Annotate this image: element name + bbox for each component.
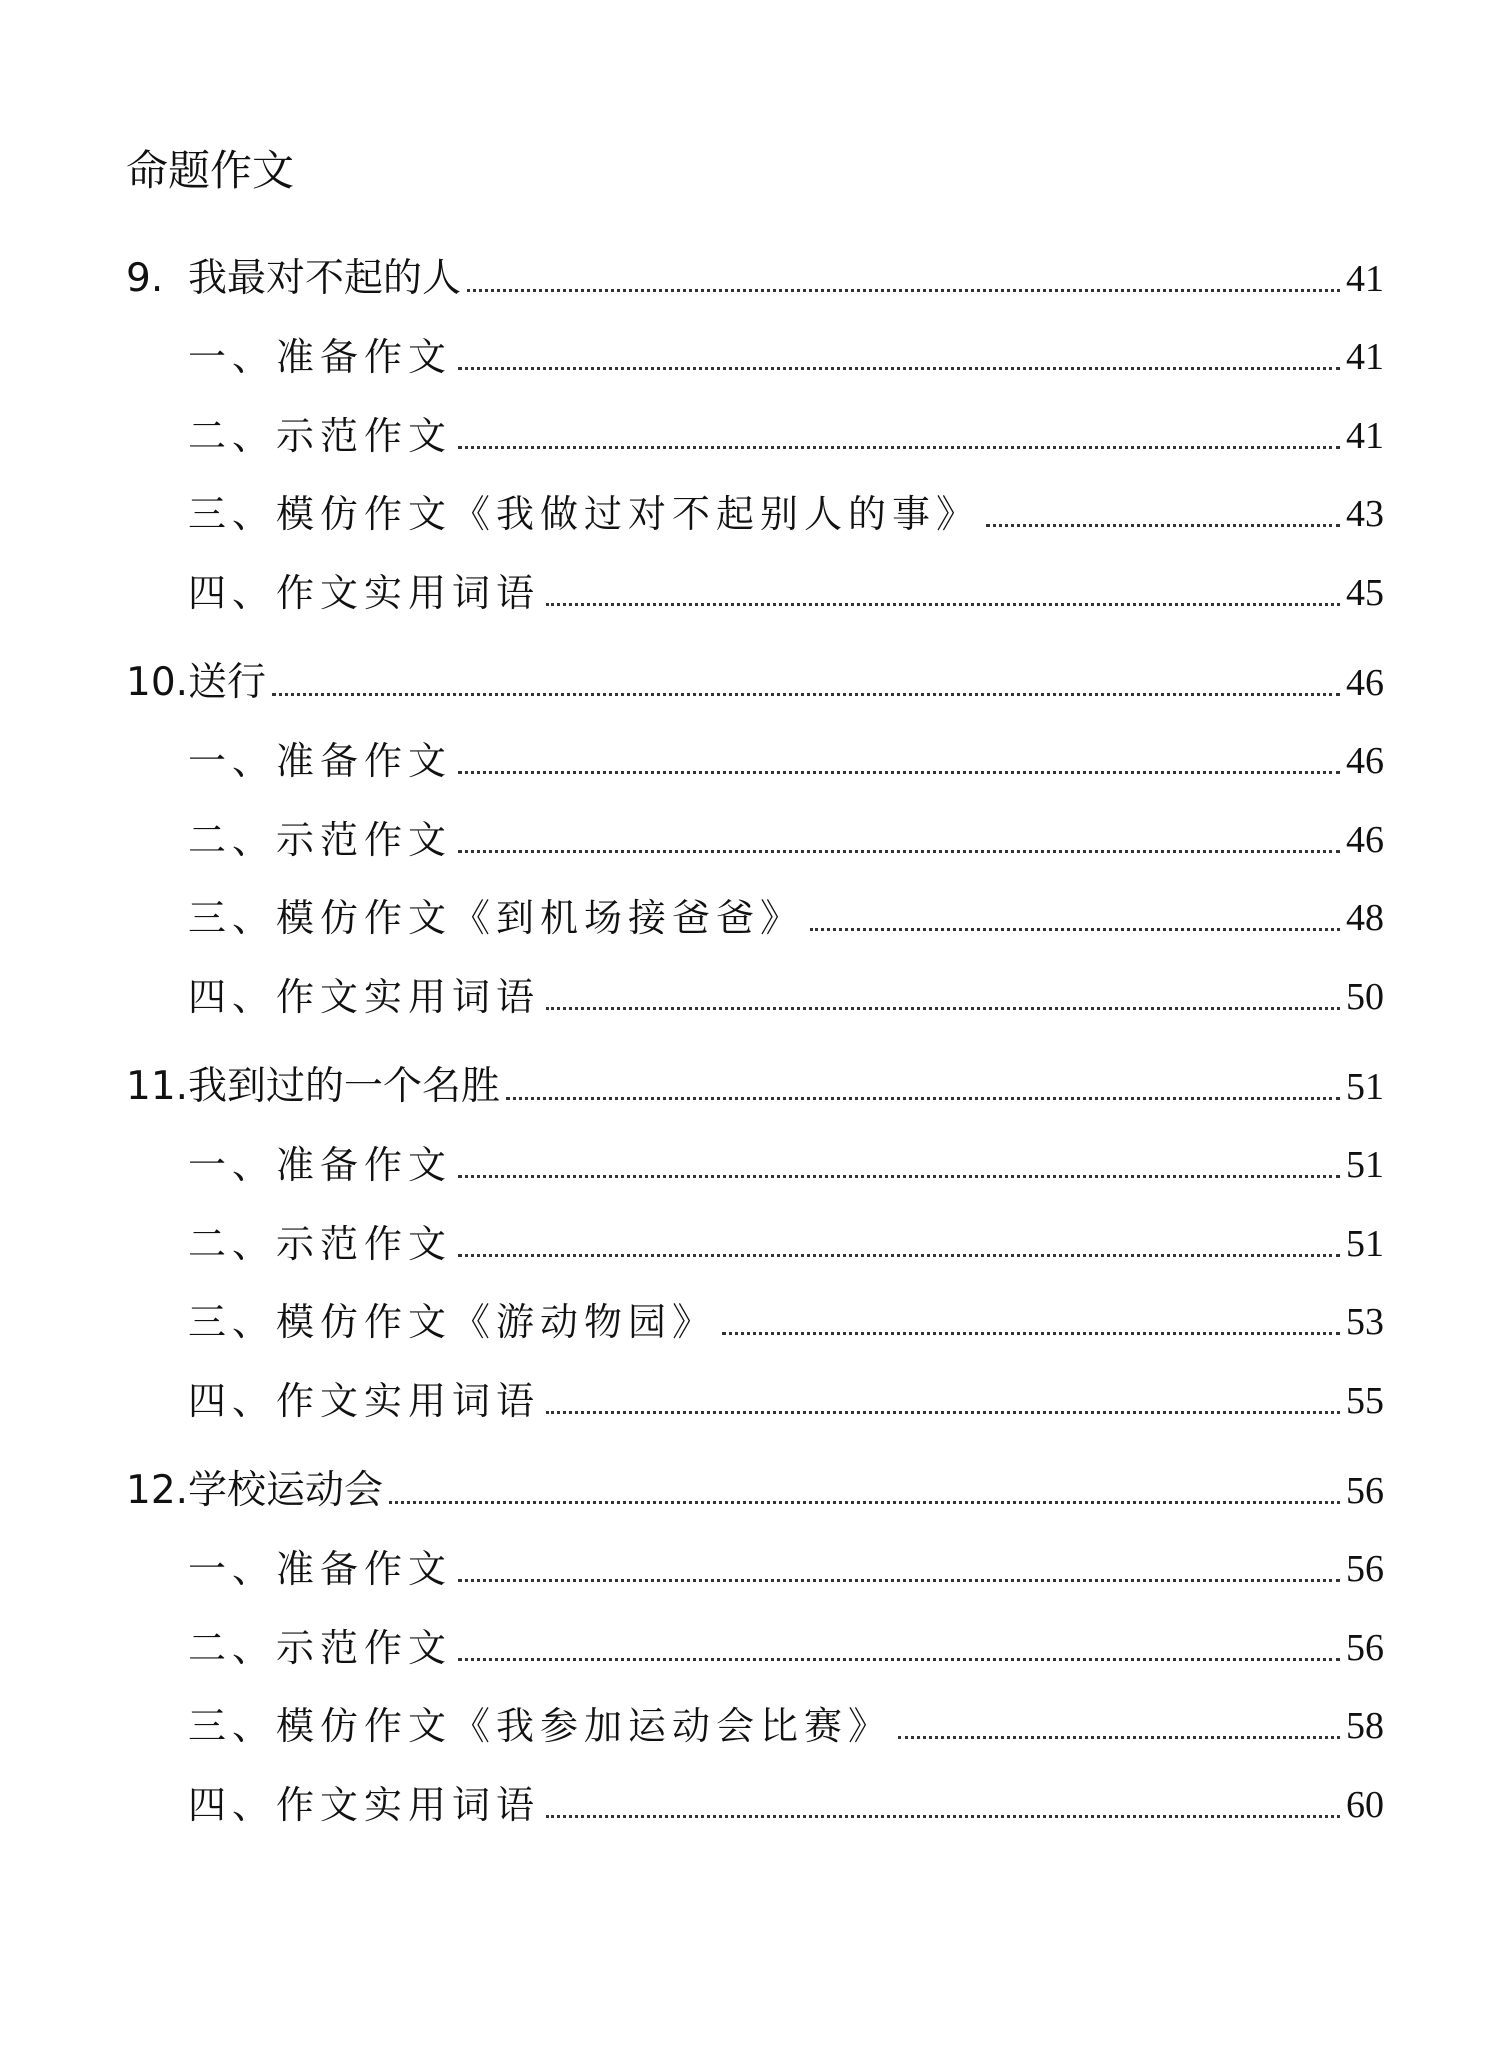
subsection-title: 三、模仿作文《我参加运动会比赛》 (188, 1704, 893, 1749)
toc-entry-subsection[interactable] (126, 1266, 1384, 1345)
toc-entry-subsection[interactable] (126, 1748, 1384, 1827)
subsection-title: 二、示范作文 (188, 413, 453, 458)
subsection-title: 三、模仿作文《游动物园》 (188, 1300, 717, 1345)
dot-leader (546, 1815, 1340, 1818)
page-number: 46 (1346, 661, 1384, 704)
subsection-title: 三、模仿作文《到机场接爸爸》 (188, 896, 805, 941)
page-number: 45 (1346, 571, 1384, 614)
subsection-title: 一、准备作文 (188, 739, 453, 784)
page-number: 56 (1346, 1548, 1384, 1591)
dot-leader (506, 1097, 1340, 1100)
page-number: 50 (1346, 975, 1384, 1018)
subsection-title: 四、作文实用词语 (188, 1378, 541, 1423)
page-title: 命题作文 (126, 146, 295, 195)
toc-entry-chapter[interactable] (126, 222, 1384, 301)
page-number: 48 (1346, 897, 1384, 940)
page-number: 55 (1346, 1379, 1384, 1422)
toc-entry-subsection[interactable] (126, 705, 1384, 784)
page-number: 46 (1346, 740, 1384, 783)
dot-leader (389, 1501, 1340, 1504)
chapter-number: 10. (126, 659, 189, 705)
chapter-title: 我最对不起的人 (188, 255, 462, 301)
page-number: 41 (1346, 257, 1384, 300)
subsection-title: 三、模仿作文《我做过对不起别人的事》 (188, 492, 981, 537)
subsection-title: 二、示范作文 (188, 817, 453, 862)
dot-leader (722, 1332, 1340, 1335)
dot-leader (986, 524, 1340, 527)
toc-entry-subsection[interactable] (126, 862, 1384, 941)
dot-leader (458, 1579, 1340, 1582)
dot-leader (467, 289, 1340, 292)
subsection-title: 四、作文实用词语 (188, 1782, 541, 1827)
toc-section (126, 222, 1384, 615)
dot-leader (546, 1411, 1340, 1414)
subsection-title: 一、准备作文 (188, 1547, 453, 1592)
subsection-title: 四、作文实用词语 (188, 570, 541, 615)
toc-entry-chapter[interactable] (126, 626, 1384, 705)
toc-section (126, 1030, 1384, 1423)
page-number: 53 (1346, 1301, 1384, 1344)
page-number: 41 (1346, 336, 1384, 379)
toc-entry-subsection[interactable] (126, 458, 1384, 537)
table-of-contents (126, 222, 1384, 1827)
toc-entry-subsection[interactable] (126, 1591, 1384, 1670)
dot-leader (272, 693, 1340, 696)
dot-leader (546, 603, 1340, 606)
chapter-number: 9. (126, 255, 189, 301)
page-number: 56 (1346, 1626, 1384, 1669)
dot-leader (458, 1254, 1340, 1257)
chapter-title: 送行 (188, 659, 267, 705)
dot-leader (546, 1007, 1340, 1010)
toc-entry-subsection[interactable] (126, 940, 1384, 1019)
page-number: 41 (1346, 414, 1384, 457)
dot-leader (458, 367, 1340, 370)
toc-section (126, 1434, 1384, 1827)
toc-entry-subsection[interactable] (126, 1670, 1384, 1749)
chapter-title: 学校运动会 (188, 1467, 384, 1513)
toc-entry-subsection[interactable] (126, 301, 1384, 380)
dot-leader (458, 1175, 1340, 1178)
page-number: 56 (1346, 1469, 1384, 1512)
toc-entry-chapter[interactable] (126, 1030, 1384, 1109)
dot-leader (458, 771, 1340, 774)
page-number: 58 (1346, 1705, 1384, 1748)
dot-leader (458, 446, 1340, 449)
chapter-number: 11. (126, 1063, 189, 1109)
toc-entry-subsection[interactable] (126, 379, 1384, 458)
toc-section (126, 626, 1384, 1019)
toc-entry-subsection[interactable] (126, 783, 1384, 862)
toc-entry-chapter[interactable] (126, 1434, 1384, 1513)
page-number: 46 (1346, 818, 1384, 861)
dot-leader (458, 1658, 1340, 1661)
dot-leader (810, 928, 1340, 931)
page-number: 60 (1346, 1783, 1384, 1826)
chapter-number: 12. (126, 1467, 189, 1513)
page-number: 51 (1346, 1144, 1384, 1187)
subsection-title: 二、示范作文 (188, 1221, 453, 1266)
page-number: 51 (1346, 1222, 1384, 1265)
subsection-title: 四、作文实用词语 (188, 974, 541, 1019)
toc-entry-subsection[interactable] (126, 1513, 1384, 1592)
dot-leader (458, 850, 1340, 853)
toc-entry-subsection[interactable] (126, 1109, 1384, 1188)
chapter-title: 我到过的一个名胜 (188, 1063, 501, 1109)
dot-leader (898, 1736, 1340, 1739)
page-number: 43 (1346, 493, 1384, 536)
toc-entry-subsection[interactable] (126, 536, 1384, 615)
page-number: 51 (1346, 1065, 1384, 1108)
toc-entry-subsection[interactable] (126, 1344, 1384, 1423)
subsection-title: 一、准备作文 (188, 335, 453, 380)
toc-entry-subsection[interactable] (126, 1187, 1384, 1266)
subsection-title: 一、准备作文 (188, 1143, 453, 1188)
subsection-title: 二、示范作文 (188, 1625, 453, 1670)
